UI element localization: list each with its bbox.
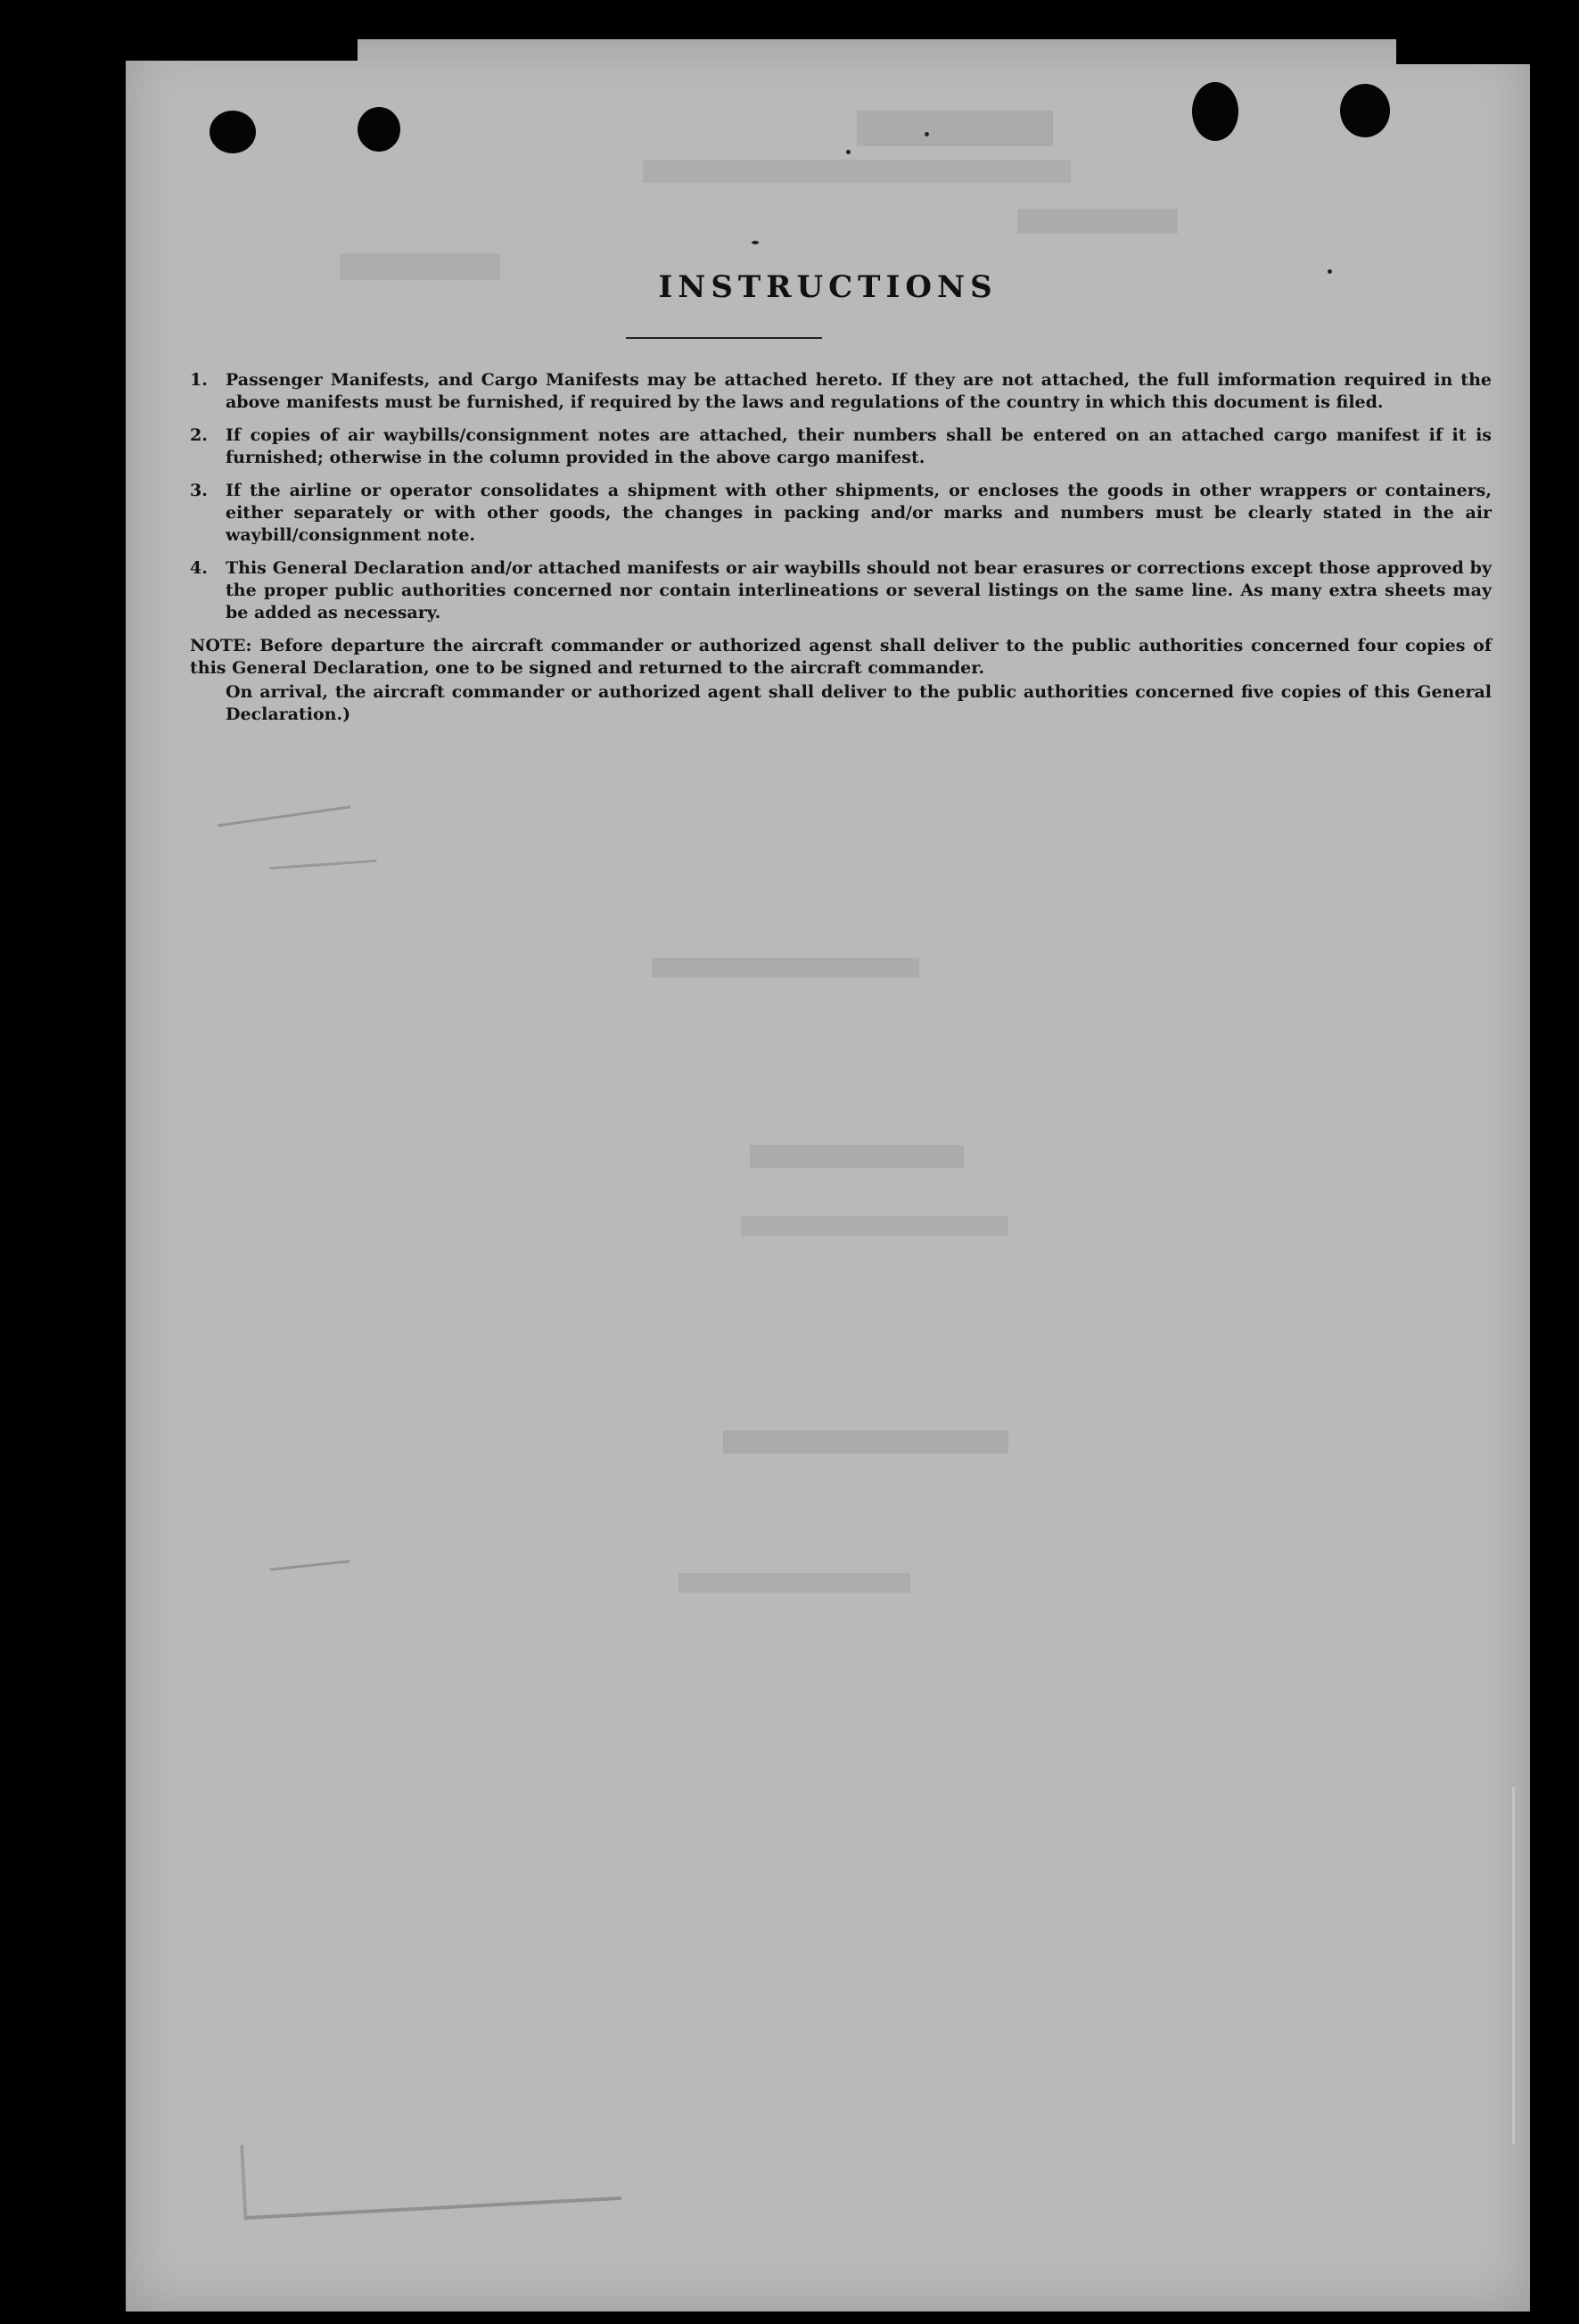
item-number: 3. <box>190 481 208 500</box>
bleed-through-handwriting <box>213 771 351 827</box>
torn-edge-right <box>1396 39 1530 64</box>
paper-sheet <box>126 39 1530 2312</box>
note-block <box>190 635 1492 726</box>
note-text: Before departure the aircraft commander or authorized agenst shall deliver to the public authorities concerned four copies of this General Declaration, one to be signed and returned to the aircraft commander. <box>190 636 1492 678</box>
bleed-through-mark <box>741 1216 1008 1236</box>
item-text: If the airline or operator consolidates a shipment with other shipments, or encloses the goods in other wrappers or containers, either separately or with other goods, the changes in packing and/or marks and numbers must be clearly stated in the air waybill/consignment note. <box>226 481 1492 545</box>
instruction-item <box>190 369 1492 414</box>
bleed-through-mark <box>652 958 919 977</box>
ink-speck <box>846 150 851 154</box>
bleed-through-handwriting <box>267 820 377 869</box>
ink-speck <box>752 241 759 244</box>
punch-hole-1 <box>210 111 256 153</box>
bleed-through-signature <box>240 2125 621 2220</box>
item-text: If copies of air waybills/consignment notes are attached, their numbers shall be entered on an attached cargo manifest if it is furnished; otherwise in the column provided in the above cargo manifest. <box>226 425 1492 467</box>
instruction-item <box>190 557 1492 624</box>
item-text: Passenger Manifests, and Cargo Manifests may be attached hereto. If they are not attached, the full imformation required in the above manifests must be furnished, if required by the laws and regulations of the country in which this document is filed. <box>226 370 1492 412</box>
instructions-body <box>190 369 1492 726</box>
punch-hole-3 <box>1192 82 1238 141</box>
paper-fold-edge <box>1512 1787 1515 2144</box>
item-number: 4. <box>190 558 208 578</box>
instruction-item <box>190 424 1492 469</box>
note-label: NOTE: <box>190 636 252 655</box>
punch-hole-2 <box>358 107 400 152</box>
note-continuation: On arrival, the aircraft commander or authorized agent shall deliver to the public authorities concerned five copies of this General Declaration.) <box>226 682 1492 724</box>
bleed-through-mark <box>857 111 1053 146</box>
title-underline <box>626 337 822 339</box>
punch-hole-4 <box>1340 84 1390 137</box>
bleed-through-mark <box>750 1145 964 1168</box>
item-text: This General Declaration and/or attached manifests or air waybills should not bear erasures or corrections except those approved by the proper public authorities concerned nor contain interlineations or several listings on the same line. As many extra sheets may be added as necessary. <box>226 558 1492 622</box>
bleed-through-mark <box>678 1573 910 1593</box>
item-number: 1. <box>190 370 208 390</box>
instruction-item <box>190 480 1492 547</box>
torn-edge-left <box>126 39 358 61</box>
item-number: 2. <box>190 425 208 445</box>
page-title: INSTRUCTIONS <box>658 269 998 305</box>
bleed-through-handwriting <box>267 1533 350 1570</box>
bleed-through-mark <box>643 160 1071 183</box>
bleed-through-mark <box>1017 209 1178 234</box>
bleed-through-mark <box>723 1430 1008 1454</box>
